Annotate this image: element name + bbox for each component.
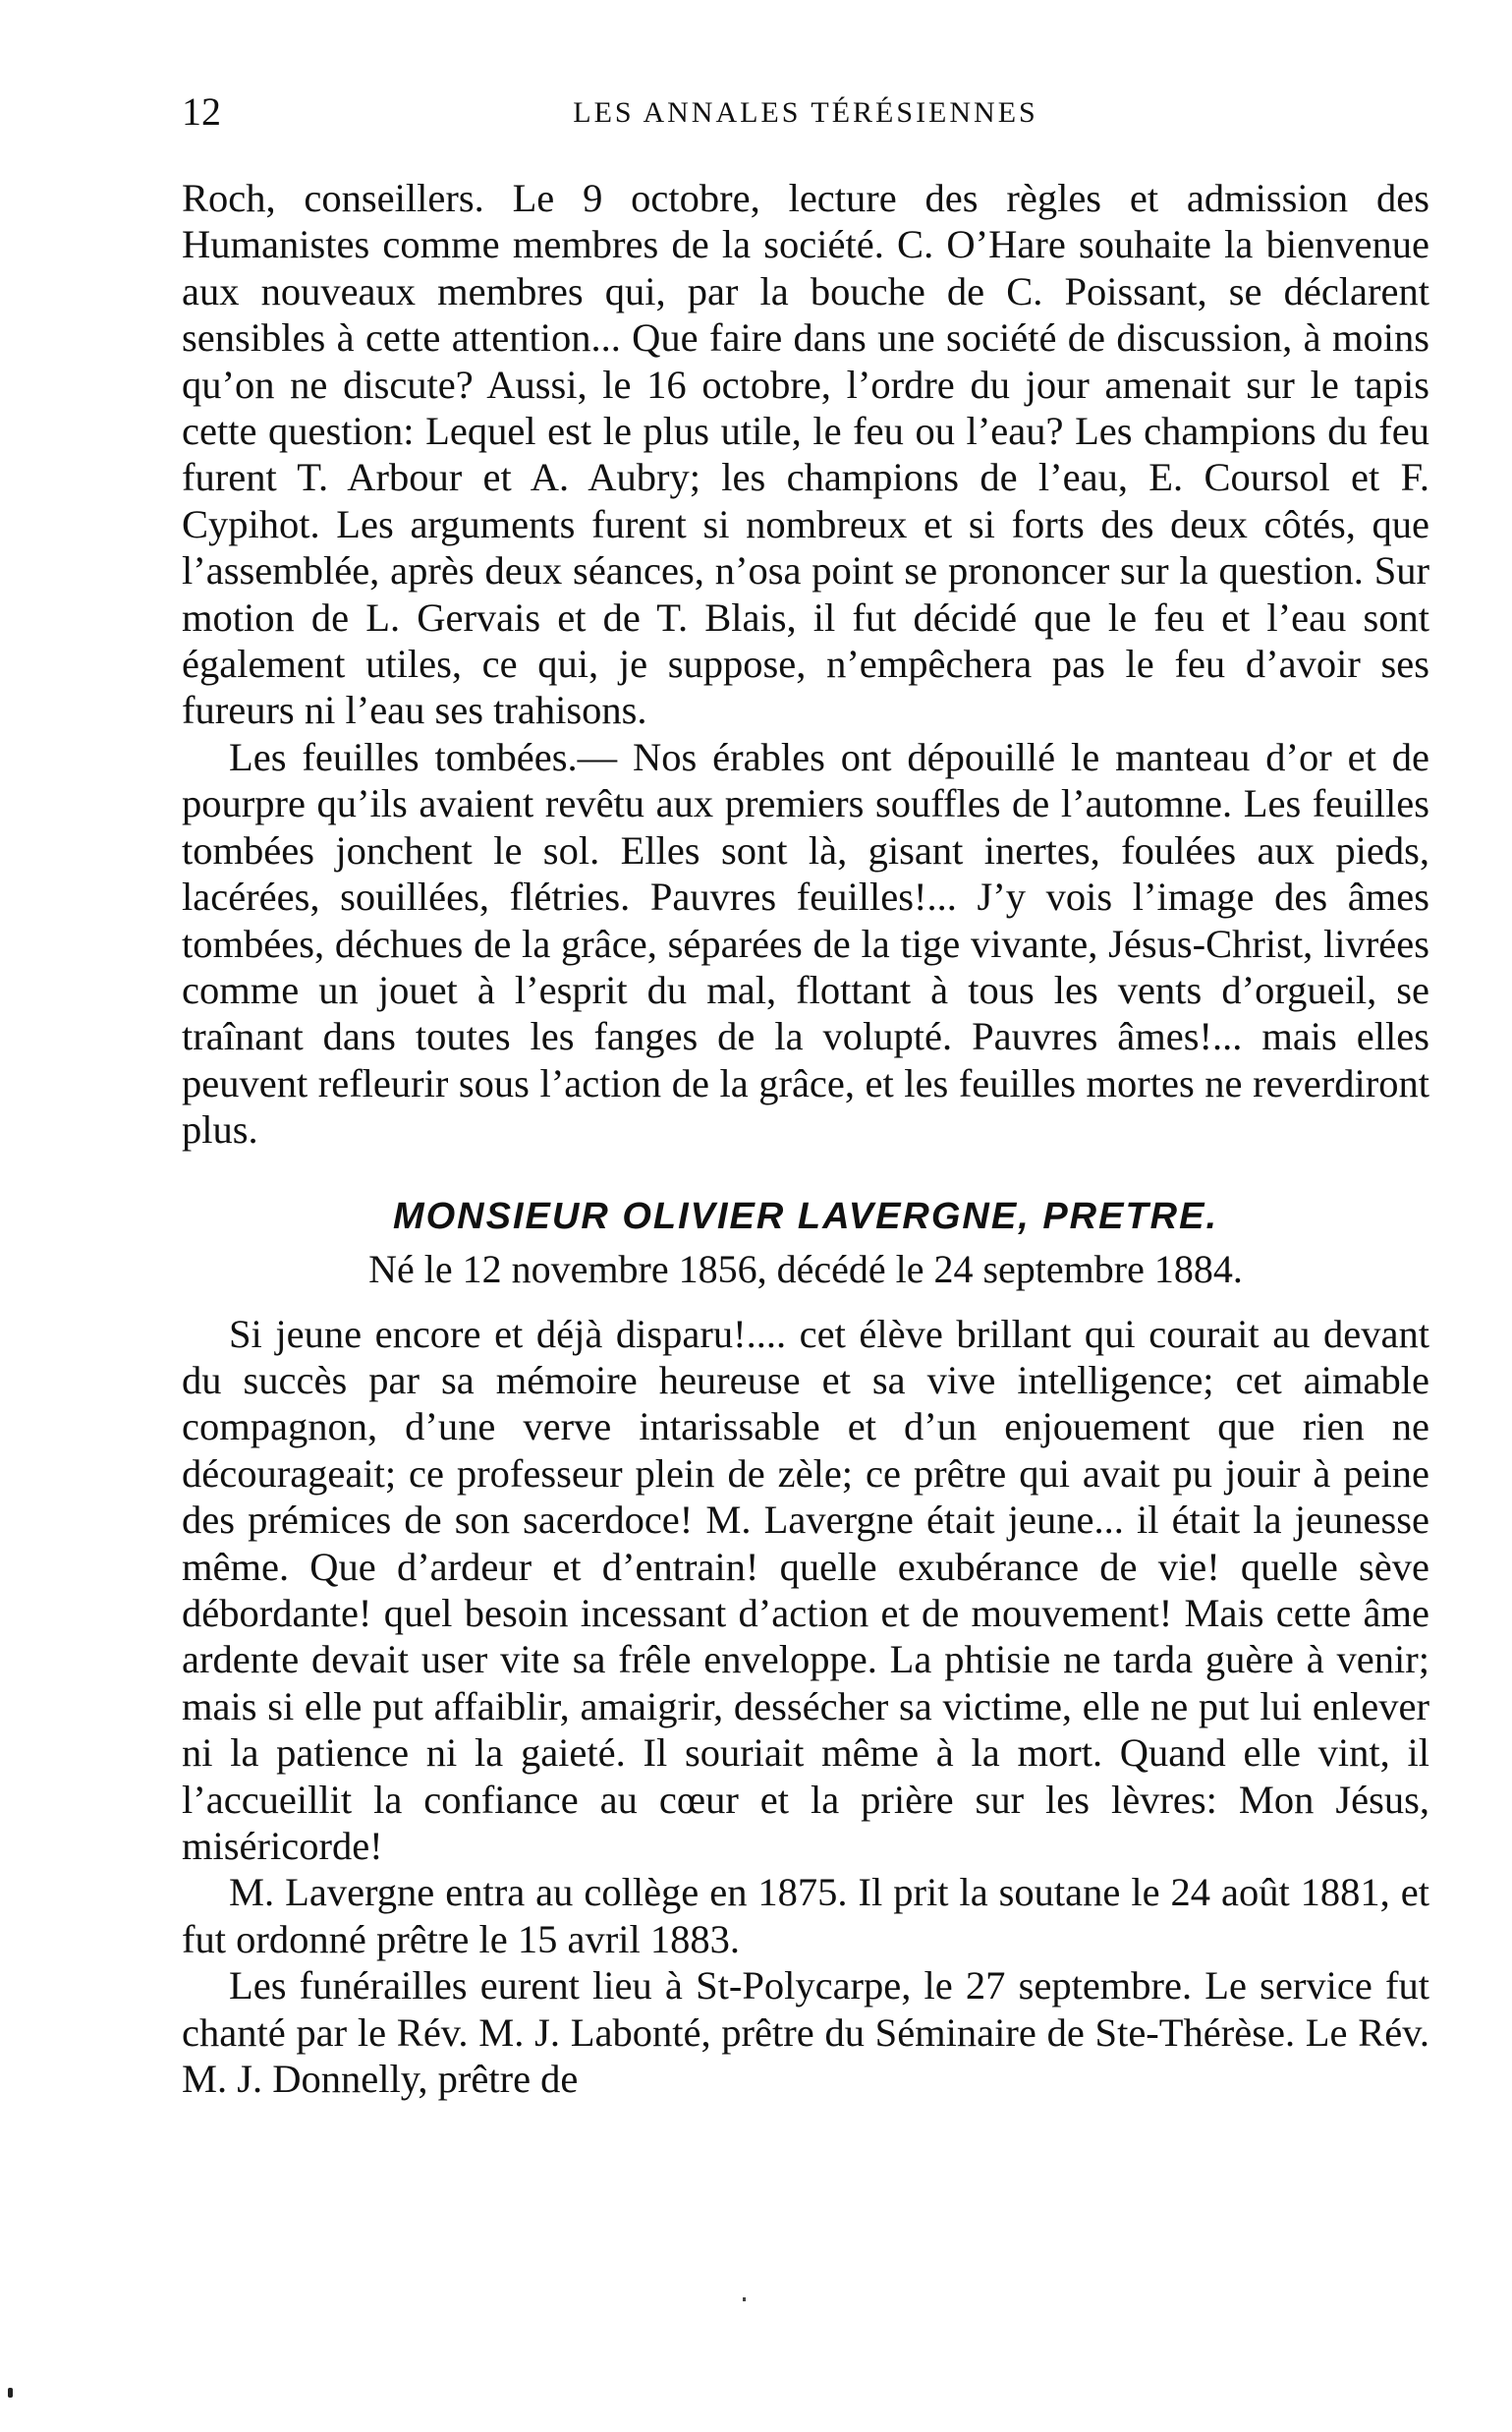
- print-speck: [743, 2297, 746, 2301]
- running-title: LES ANNALES TÉRÉSIENNES: [573, 96, 1038, 129]
- page-body: [182, 175, 1429, 2102]
- margin-speck: [8, 2388, 13, 2398]
- paragraph-funeral: Les funérailles eurent lieu à St-Polycarpe, le 27 septembre. Le service fut chanté par le Rév. M. J. Labonté, prêtre du Séminaire de Ste-Thérèse. Le Rév. M. J. Donnelly, prêtre de: [182, 1963, 1429, 2102]
- paragraph-fallen-leaves: Les feuilles tombées.— Nos érables ont dépouillé le manteau d’or et de pourpre qu’ils avaient revêtu aux premiers souffles de l’automne. Les feuilles tombées jonchent le sol. Elles sont là, gisant inertes, foulées aux pieds, lacérées, souillées, flétries. Pauvres feuilles!... J’y vois l’image des âmes tombées, déchues de la grâce, séparées de la tige vivante, Jésus-Christ, livrées comme un jouet à l’esprit du mal, flottant à tous les vents d’orgueil, se traînant dans toutes les fanges de la volupté. Pauvres âmes!... mais elles peuvent refleurir sous l’action de la grâce, et les feuilles mortes ne reverdiront plus.: [182, 734, 1429, 1153]
- page-number: 12: [182, 89, 221, 134]
- page-header: [182, 88, 1429, 147]
- birth-death-dates: Né le 12 novembre 1856, décédé le 24 septembre 1884.: [368, 1246, 1243, 1291]
- paragraph-society-debate: Roch, conseillers. Le 9 octobre, lecture des règles et admission des Humanistes comme membres de la société. C. O’Hare souhaite la bienvenue aux nouveaux membres qui, par la bouche de C. Poissant, se déclarent sensibles à cette attention... Que faire dans une société de discussion, à moins qu’on ne discute? Aussi, le 16 octobre, l’ordre du jour amenait sur le tapis cette question: Lequel est le plus utile, le feu ou l’eau? Les champions du feu furent T. Arbour et A. Aubry; les champions de l’eau, E. Coursol et F. Cypihot. Les arguments furent si nombreux et si forts des deux côtés, que l’assemblée, après deux séances, n’osa point se prononcer sur la question. Sur motion de L. Gervais et de T. Blais, il fut décidé que le feu et l’eau sont également utiles, ce qui, je suppose, n’empêchera pas le feu d’avoir ses fureurs ni l’eau ses trahisons.: [182, 176, 1429, 733]
- section-heading: MONSIEUR OLIVIER LAVERGNE, PRETRE.: [392, 1195, 1219, 1237]
- paragraph-college: M. Lavergne entra au collège en 1875. Il prit la soutane le 24 août 1881, et fut ordonné prêtre le 15 avril 1883.: [182, 1870, 1429, 1961]
- paragraph-eulogy: Si jeune encore et déjà disparu!.... cet élève brillant qui courait au devant du succès par sa mémoire heureuse et sa vive intelligence; cet aimable compagnon, d’une verve intarissable et d’un enjouement que rien ne décourageait; ce professeur plein de zèle; ce prêtre qui avait pu jouir à peine des prémices de son sacerdoce! M. Lavergne était jeune... il était la jeunesse même. Que d’ardeur et d’entrain! quelle exubérance de vie! quelle sève débordante! quel besoin incessant d’action et de mouvement! Mais cette âme ardente devait user vite sa frêle enveloppe. La phtisie ne tarda guère à venir; mais si elle put affaiblir, amaigrir, dessécher sa victime, elle ne put lui enlever ni la patience ni la gaieté. Il souriait même à la mort. Quand elle vint, il l’accueillit la confiance au cœur et la prière sur les lèvres: Mon Jésus, miséricorde!: [182, 1311, 1429, 1868]
